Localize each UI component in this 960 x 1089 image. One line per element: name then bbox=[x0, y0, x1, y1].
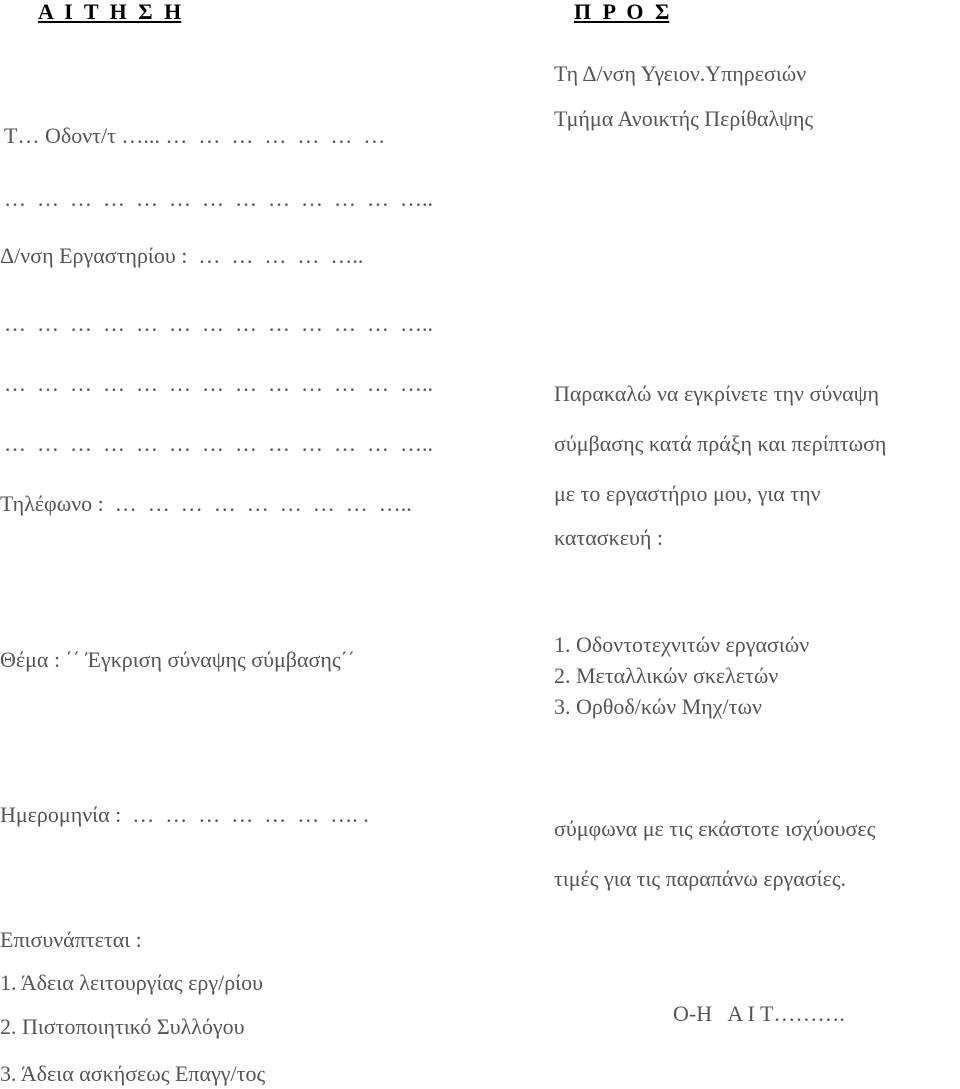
lab-address-line: Δ/νση Εργαστηρίου : … … … … ….. bbox=[0, 243, 364, 268]
sender-name-continuation: … … … … … … … … … … … … ….. bbox=[4, 186, 433, 211]
recipient-directorate: Τη Δ/νση Υγειον.Υπηρεσιών bbox=[554, 61, 807, 86]
request-line-3: με το εργαστήριο μου, για την bbox=[554, 481, 821, 506]
work-item: 2. Μεταλλικών σκελετών bbox=[554, 663, 779, 688]
recipient-heading: Π Ρ Ο Σ bbox=[574, 0, 670, 24]
request-line-4: κατασκευή : bbox=[554, 525, 663, 550]
request-line-1: Παρακαλώ να εγκρίνετε την σύναψη bbox=[554, 381, 879, 406]
date-line: Ημερομηνία : … … … … … … …. . bbox=[0, 802, 369, 827]
sender-name-line: Τ… Οδοντ/τ …... … … … … … … … bbox=[4, 123, 386, 148]
terms-line-1: σύμφωνα με τις εκάστοτε ισχύουσες bbox=[554, 816, 876, 841]
address-blank-2: … … … … … … … … … … … … ….. bbox=[4, 371, 433, 396]
address-blank-1: … … … … … … … … … … … … ….. bbox=[4, 311, 433, 336]
attachment-item: 3. Άδεια ασκήσεως Επαγγ/τος bbox=[0, 1061, 266, 1086]
signature-line: Ο-Η Α Ι Τ………. bbox=[673, 1001, 845, 1026]
subject-line: Θέμα : ΄΄ Έγκριση σύναψης σύμβασης΄΄ bbox=[0, 647, 356, 672]
request-line-2: σύμβασης κατά πράξη και περίπτωση bbox=[554, 431, 887, 456]
recipient-department: Τμήμα Ανοικτής Περίθαλψης bbox=[554, 106, 814, 131]
terms-line-2: τιμές για τις παραπάνω εργασίες. bbox=[554, 866, 847, 891]
attachment-item: 1. Άδεια λειτουργίας εργ/ρίου bbox=[0, 970, 263, 995]
attachment-item: 2. Πιστοποιητικό Συλλόγου bbox=[0, 1014, 245, 1039]
address-blank-3: … … … … … … … … … … … … ….. bbox=[4, 431, 433, 456]
attachments-heading: Επισυνάπτεται : bbox=[0, 927, 142, 952]
work-item: 1. Οδοντοτεχνιτών εργασιών bbox=[554, 632, 810, 657]
phone-line: Τηλέφωνο : … … … … … … … … ….. bbox=[0, 491, 412, 516]
application-title: Α Ι Τ Η Σ Η bbox=[38, 0, 182, 24]
work-item: 3. Ορθοδ/κών Μηχ/των bbox=[554, 694, 762, 719]
